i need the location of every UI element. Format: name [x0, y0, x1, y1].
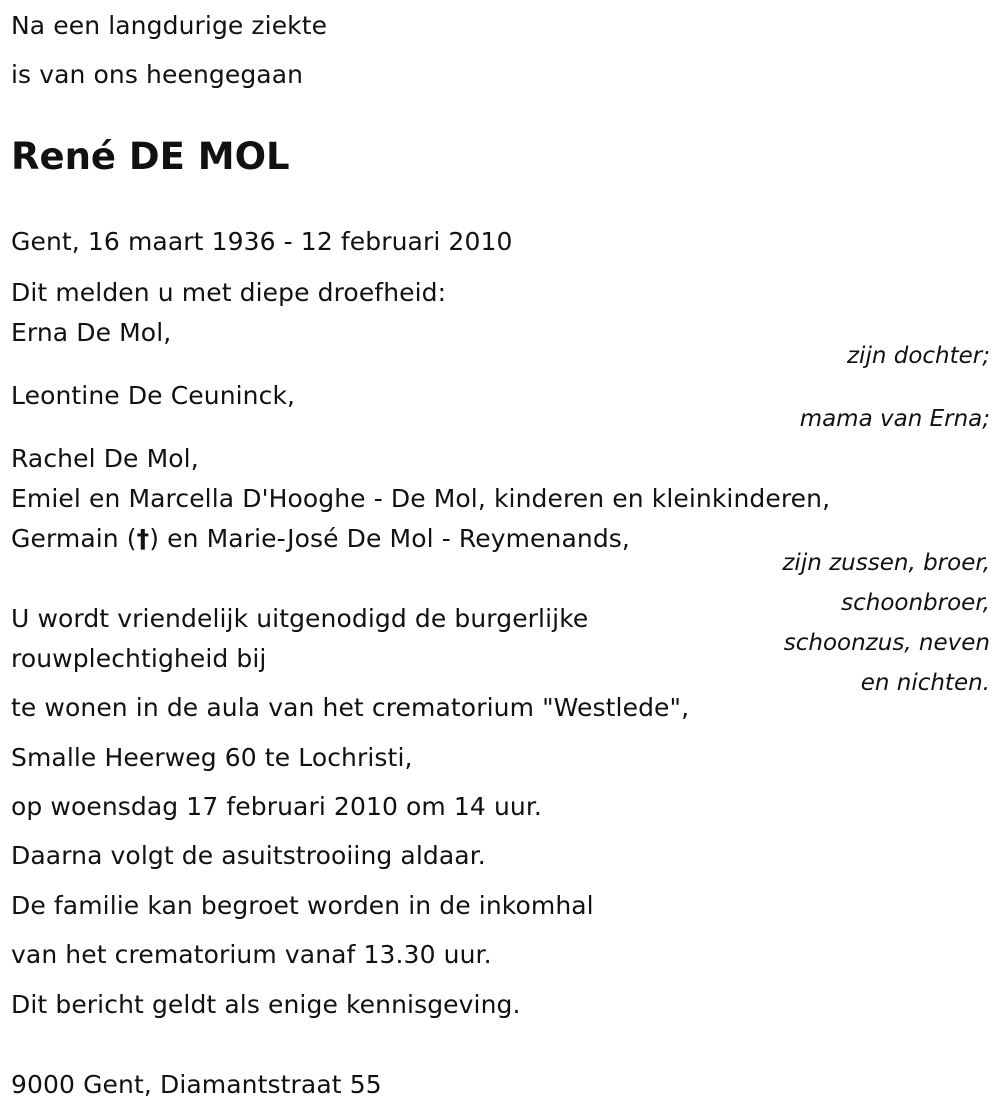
birth-death-dates: Gent, 16 maart 1936 - 12 februari 2010 [11, 227, 513, 256]
ceremony-text: Daarna volgt de asuitstrooiing aldaar. [11, 841, 486, 870]
family-member [11, 519, 630, 559]
family-member: Rachel De Mol, [11, 444, 199, 473]
relation-daughter: zijn dochter; [846, 343, 990, 369]
relation-mother: mama van Erna; [799, 406, 990, 432]
relation-siblings-line-4: en nichten. [860, 670, 990, 696]
family-member: Emiel en Marcella D'Hooghe - De Mol, kinderen en kleinkinderen, [11, 484, 831, 513]
ceremony-text: op woensdag 17 februari 2010 om 14 uur. [11, 792, 542, 821]
family-member-name: ) en Marie-José De Mol - Reymenands, [149, 524, 630, 553]
ceremony-text: U wordt vriendelijk uitgenodigd de burgerlijke [11, 604, 589, 633]
deceased-name: René DE MOL [11, 135, 290, 178]
address: 9000 Gent, Diamantstraat 55 [11, 1070, 382, 1099]
family-member-name: Germain ( [11, 524, 137, 553]
ceremony-text: van het crematorium vanaf 13.30 uur. [11, 940, 492, 969]
relation-siblings-line-1: zijn zussen, broer, [782, 550, 990, 576]
ceremony-text: te wonen in de aula van het crematorium "Westlede", [11, 693, 690, 722]
announcement-text: Dit melden u met diepe droefheid: [11, 278, 447, 307]
ceremony-text: rouwplechtigheid bij [11, 644, 267, 673]
ceremony-text: De familie kan begroet worden in de inkomhal [11, 891, 594, 920]
ceremony-text: Dit bericht geldt als enige kennisgeving. [11, 990, 521, 1019]
cross-icon: † [136, 524, 150, 553]
intro-line-2: is van ons heengegaan [11, 60, 304, 89]
relation-siblings-line-2: schoonbroer, [841, 590, 990, 616]
family-member: Leontine De Ceuninck, [11, 381, 296, 410]
intro-line-1: Na een langdurige ziekte [11, 11, 328, 40]
family-member: Erna De Mol, [11, 318, 172, 347]
ceremony-text: Smalle Heerweg 60 te Lochristi, [11, 743, 413, 772]
relation-siblings-line-3: schoonzus, neven [783, 630, 990, 656]
